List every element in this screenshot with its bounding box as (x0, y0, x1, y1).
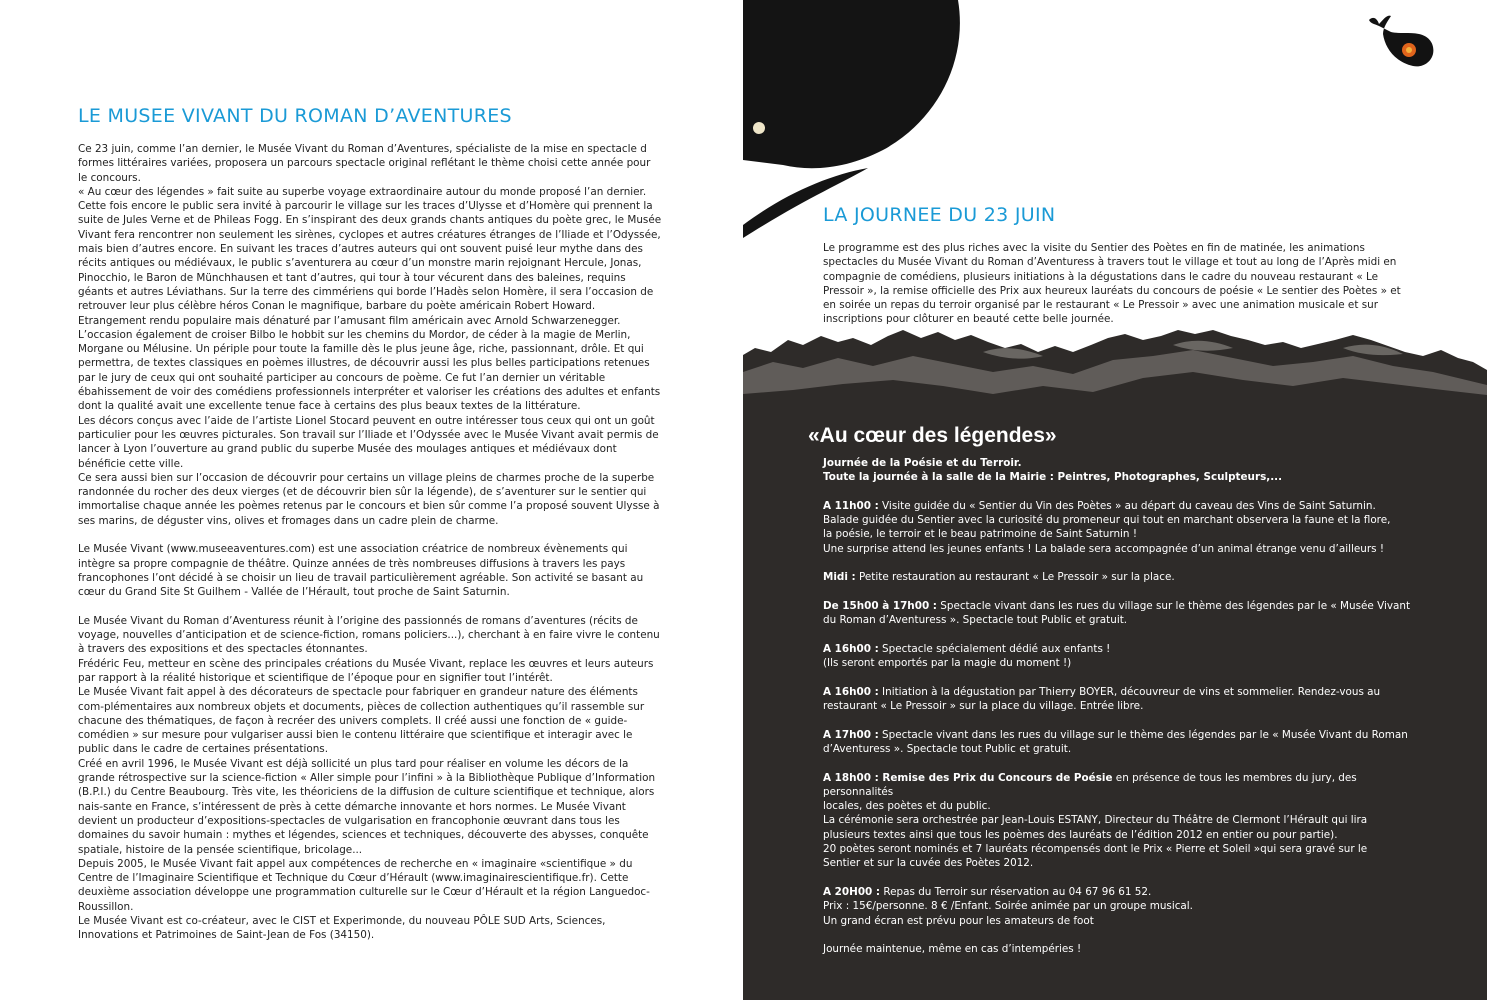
right-page (743, 0, 1487, 1000)
event-line: Une surprise attend les jeunes enfants ! La balade sera accompagnée d’un animal étrange venu d’ailleurs ! (823, 542, 1384, 555)
paragraph: Ce 23 juin, comme l’an dernier, le Musée Vivant du Roman d’Aventures, spécialiste de la mise en spectacle d formes littéraires variées, proposera un parcours spectacle original reflétant le thème choisi cette année pour le concours. (78, 143, 651, 184)
event-line: plusieurs textes ainsi que tous les poèmes des lauréats de l’édition 2012 en entier ou pour partie). (823, 828, 1338, 841)
event-line: La cérémonie sera orchestrée par Jean-Louis ESTANY, Directeur du Théâtre de Clermont l’Hérault qui lira (823, 814, 1368, 827)
whale-logo-icon (1365, 12, 1435, 74)
closing-note: Journée maintenue, même en cas d’intempéries ! (823, 943, 1082, 956)
left-page (0, 0, 743, 1000)
event-time: Midi : (823, 571, 856, 584)
event-item (823, 728, 1423, 742)
event-line: Visite guidée du « Sentier du Vin des Poètes » au départ du caveau des Vins de Saint Saturnin. (878, 499, 1376, 512)
event-line: 20 poètes seront nominés et 7 lauréats récompensés dont le Prix « Pierre et Soleil »qui sera gravé sur le (823, 843, 1368, 856)
event-item (823, 499, 1423, 513)
event-line: restaurant « Le Pressoir » sur la place du village. Entrée libre. (823, 700, 1144, 713)
left-page-title: LE MUSEE VIVANT DU ROMAN D’AVENTURES (78, 105, 512, 127)
paragraph: « Au cœur des légendes » fait suite au superbe voyage extraordinaire autour du monde proposé l’an dernier. Cette fois encore le public sera invité à parcourir le village sur les traces d’Ulysse et d’Homère qui prennent la suite de Jules Verne et de Phileas Fogg. En s’inspirant des deux grands chants antiques du poète grec, le Musée Vivant fera rencontrer non seulement les sirènes, cyclopes et autres créatures étranges de l’Iliade et l’Odyssée, mais bien d’autres encore. En suivant les traces d’autres auteurs qui ont souvent puisé leur mythe dans des récits antiques ou médiévaux, le public s’aventurera au cœur d’un monstre marin rejoignant Hercule, Jonas, Pinocchio, le Baron de Münchhausen et tant d’autres, qui tour à tour vécurent dans des baleines, requins géants et autres Léviathans. Sur la terre des cimmériens qui borde l’Hadès selon Homère, il sera l’occasion de retrouver leur plus célèbre héros Conan le magnifique, barbare du poète américain Robert Howard. Etrangement rendu populaire mais dénaturé par l’amusant film américain avec Arnold Schwarzenegger. L’occasion également de croiser Bilbo le hobbit sur les chemins du Mordor, de céder à la magie de Merlin, Morgane ou Mélusine. Un périple pour toute la famille dès le plus jeune âge, riche, passionnant, drôle. Et qui permettra, de textes classiques en poèmes illustres, de découvrir aussi les plus belles participations retenues par le jury de ceux qui ont souhaité participer au concours de poème. Ce fut l’an dernier un véritable ébahissement de voir des comédiens professionnels interpréter et valoriser les créations des adultes et enfants dont la qualité avait une excellente tenue face à certains des plus beaux textes de la littérature. (78, 185, 662, 413)
paragraph: Les décors conçus avec l’aide de l’artiste Lionel Stocard peuvent en outre intéresser tous ceux qui ont un goût particulier pour les œuvres picturales. Son travail sur l’Iliade et l’Odyssée avec le Musée Vivant avait permis de lancer à Lyon l’ouverture au grand public du superbe Musée des moulages antiques et médiévaux dont bénéficie cette ville. (78, 414, 659, 470)
subheading-exhibit: Toute la journée à la salle de la Mairie : Peintres, Photographes, Sculpteurs,... (823, 471, 1283, 484)
event-item (823, 771, 1423, 800)
program-intro-text: Le programme est des plus riches avec la visite du Sentier des Poètes en fin de matinée, les animations spectacles du Musée Vivant du Roman d’Aventuress à travers tout le village et tout au long de l’Après midi en compagnie de comédiens, plusieurs initiations à la dégustations dans le cadre du nouveau restaurant « Le Pressoir », la remise officielle des Prix aux heureux lauréats du concours de poésie « Le sentier des Poètes » et en soirée un repas du terroir organisé par le restaurant « Le Pressoir » avec une animation musicale et sur inscriptions pour clôturer en beauté cette belle journée. (823, 242, 1401, 326)
event-line: Balade guidée du Sentier avec la curiosité du promeneur qui tout en marchant observera la faune et la flore, (823, 514, 1391, 527)
event-time: A 11h00 : (823, 499, 879, 512)
event-time: De 15h00 à 17h00 : (823, 599, 937, 612)
paragraph: Le Musée Vivant fait appel à des décorateurs de spectacle pour fabriquer en grandeur nature des éléments com-plémentaires aux nombreux objets et documents, pièces de collection authentiques qu’il rassemble sur chacune des thématiques, de façon à recréer des univers complets. Il créé aussi une fonction de « guide-comédien » sur mesure pour vulgariser aussi bien le contenu littéraire que scientifique et interagir avec le public dans le cadre de certaines présentations. (78, 686, 645, 756)
event-line: (Ils seront emportés par la magie du moment !) (823, 657, 1072, 670)
left-body-text (78, 142, 662, 943)
event-line: Petite restauration au restaurant « Le Pressoir » sur la place. (855, 571, 1175, 584)
event-line: en présence de tous les membres du jury, des personnalités (823, 771, 1357, 798)
event-line: Un grand écran est prévu pour les amateurs de foot (823, 914, 1094, 927)
paragraph: Le Musée Vivant est co-créateur, avec le CIST et Experimonde, du nouveau PÔLE SUD Arts, Sciences, Innovations et Patrimoines de Saint-Jean de Fos (34150). (78, 915, 606, 942)
event-time: A 18h00 : Remise des Prix du Concours de Poésie (823, 771, 1113, 784)
whale-body-shape (743, 0, 960, 168)
paragraph: Le Musée Vivant (www.museeaventures.com) est une association créatrice de nombreux évènements qui intègre sa propre compagnie de théâtre. Quinze années de très nombreuses diffusions à travers les pays francophones l’ont décidé à se choisir un lieu de travail particulièrement agréable. Son activité se basant au cœur du Grand Site St Guilhem - Vallée de l’Hérault, tout proche de Saint Saturnin. (78, 543, 644, 599)
paragraph: Frédéric Feu, metteur en scène des principales créations du Musée Vivant, replace les œuvres et leurs auteurs par rapport à la réalité historique et scientifique de l’époque pour en signifier tout l’intérêt. (78, 657, 654, 684)
event-time: A 16h00 : (823, 685, 879, 698)
event-item (823, 885, 1423, 899)
subheading-day: Journée de la Poésie et du Terroir. (823, 457, 1022, 469)
whale-eye (753, 122, 765, 134)
event-line: Spectacle vivant dans les rues du village sur le thème des légendes par le « Musée Vivant du Roman (878, 728, 1408, 741)
paragraph: Le Musée Vivant du Roman d’Aventuress réunit à l’origine des passionnés de romans d’aventures (récits de voyage, nouvelles d’anticipation et de science-fiction, romans policiers...), cherchant à en faire vivre le contenu à travers des expositions et des spectacles étonnantes. (78, 614, 660, 656)
event-time: A 16h00 : (823, 642, 879, 655)
event-item (823, 642, 1423, 656)
event-line: Repas du Terroir sur réservation au 04 67 96 61 52. (880, 885, 1152, 898)
event-item (823, 685, 1423, 699)
event-item (823, 570, 1423, 584)
event-line: la poésie, le terroir et le beau patrimoine de Saint Saturnin ! (823, 528, 1137, 541)
event-line: du Roman d’Aventuress ». Spectacle tout Public et gratuit. (823, 614, 1128, 627)
event-line: Spectacle vivant dans les rues du village sur le thème des légendes par le « Musée Vivant (936, 599, 1411, 612)
whale-jaw-shape (743, 168, 868, 238)
event-line: locales, des poètes et du public. (823, 800, 991, 813)
event-line: d’Aventuress ». Spectacle tout Public et gratuit. (823, 742, 1072, 755)
paragraph: Ce sera aussi bien sur l’occasion de découvrir pour certains un village pleins de charmes proche de la superbe randonnée du rocher des deux vierges (et de découvrir bien sûr la légende), de s’aventurer sur le sentier qui immortalise chaque année les poèmes retenus par le concours et bien sûr comme l’a proposé souvent Ulysse à ses marins, de déguster vins, olives et fromages dans un cadre plein de charme. (78, 471, 660, 527)
right-page-title: LA JOURNEE DU 23 JUIN (823, 204, 1056, 226)
event-line: Prix : 15€/personne. 8 € /Enfant. Soirée animée par un groupe musical. (823, 900, 1193, 913)
program-schedule (823, 456, 1423, 956)
paragraph: Créé en avril 1996, le Musée Vivant est déjà sollicité un plus tard pour réaliser en volume les décors de la grande rétrospective sur la science-fiction « Aller simple pour l’infini » à la Bibliothèque Publique d’Information (B.P.I.) du Centre Beaubourg. Très vite, les théoriciens de la diffusion de culture scientifique et technique, alors nais-sante en France, s’intéressent de près à cette démarche innovante et hors normes. Le Musée Vivant devient un producteur d’expositions-spectacles de vulgarisation en francophonie œuvrant dans tous les domaines du savoir humain : mythes et légendes, sciences et techniques, découverte des abysses, conquête spatiale, histoire de la pensée scientifique, bricolage... (78, 757, 656, 856)
event-line: Initiation à la dégustation par Thierry BOYER, découvreur de vins et sommelier. Rendez-vous au (878, 685, 1381, 698)
event-line: Spectacle spécialement dédié aux enfants ! (878, 642, 1111, 655)
event-time: A 20H00 : (823, 885, 881, 898)
event-line: Sentier et sur la cuvée des Poètes 2012. (823, 857, 1034, 870)
event-time: A 17h00 : (823, 728, 879, 741)
legends-heading: «Au cœur des légendes» (808, 424, 1057, 447)
paragraph: Depuis 2005, le Musée Vivant fait appel aux compétences de recherche en « imaginaire «scientifique » du Centre de l’Imaginaire Scientifique et Technique du Cœur d’Hérault (www.imaginairescientifique.fr). Cette deuxième association développe une programmation culturelle sur le Cœur d’Hérault et la région Languedoc-Roussillon. (78, 857, 650, 913)
event-item (823, 599, 1423, 613)
